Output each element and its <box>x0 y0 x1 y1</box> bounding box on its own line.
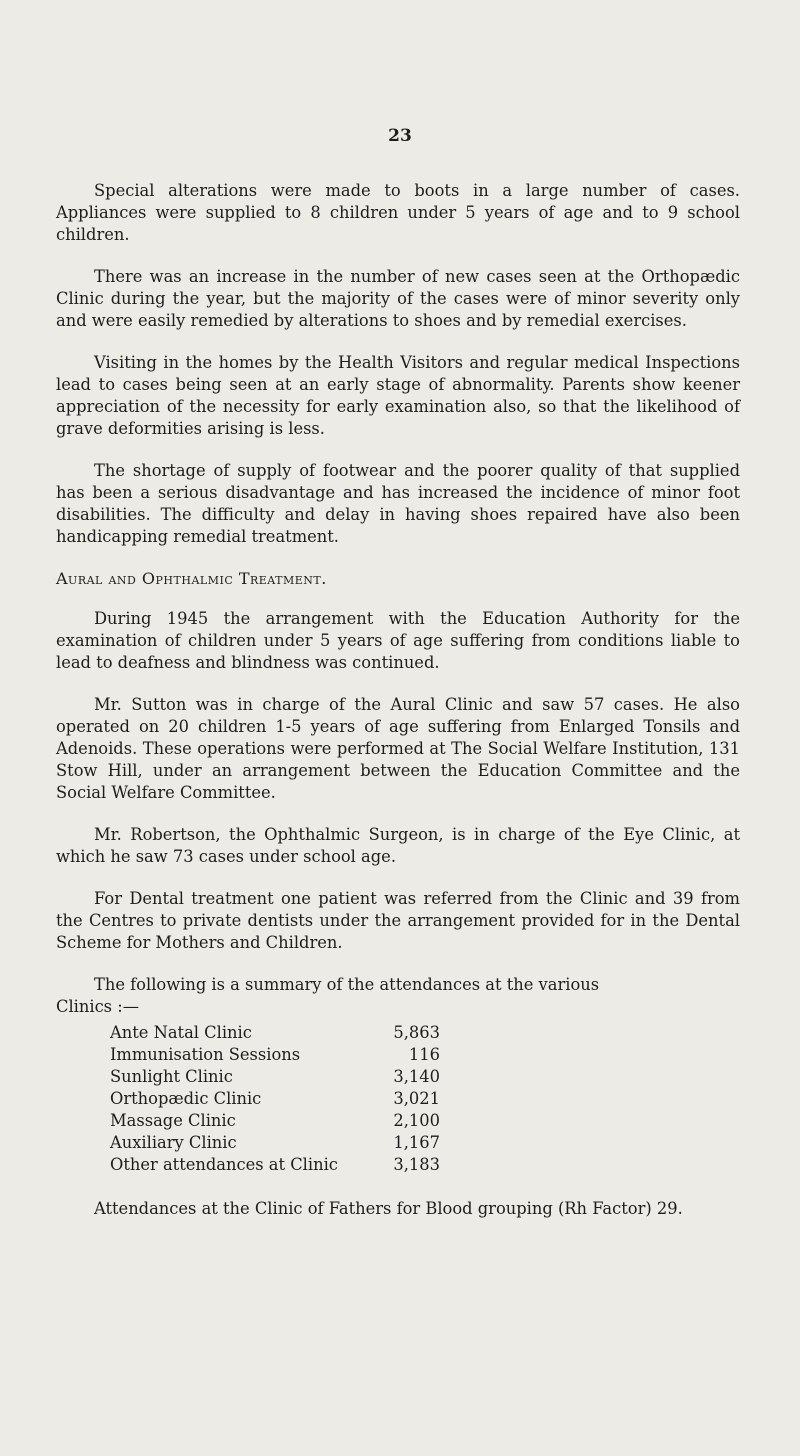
paragraph-summary-intro-end: Clinics :— <box>56 997 139 1016</box>
attendance-count: 3,021 <box>393 1089 440 1108</box>
table-row <box>110 1110 440 1132</box>
clinic-label: Massage Clinic <box>110 1111 236 1130</box>
attendance-count: 116 <box>408 1045 440 1064</box>
attendance-count: 5,863 <box>393 1023 440 1042</box>
attendance-count: 2,100 <box>393 1111 440 1130</box>
table-row <box>110 1044 440 1066</box>
clinic-label: Sunlight Clinic <box>110 1067 233 1086</box>
paragraph-blood-grouping: Attendances at the Clinic of Fathers for Blood grouping (Rh Factor) 29. <box>94 1199 683 1218</box>
table-row <box>110 1132 440 1154</box>
attendance-count: 3,183 <box>393 1155 440 1174</box>
attendance-count: 1,167 <box>393 1133 440 1152</box>
paragraph-dental-treatment: For Dental treatment one patient was referred from the Clinic and 39 from the Centres to private dentists under the arrangement provided for in the Dental Scheme for Mothers and Children. <box>56 889 740 952</box>
paragraph-boot-alterations: Special alterations were made to boots in a large number of cases. Appliances were supplied to 8 children under 5 years of age and to 9 school children. <box>56 181 740 244</box>
paragraph-eye-clinic: Mr. Robertson, the Ophthalmic Surgeon, is in charge of the Eye Clinic, at which he saw 73 cases under school age. <box>56 825 740 866</box>
paragraph-aural-clinic: Mr. Sutton was in charge of the Aural Clinic and saw 57 cases. He also operated on 20 children 1-5 years of age suffering from Enlarged Tonsils and Adenoids. These operations were performed at The Social Welfare Institution, 131 Stow Hill, under an arrangement between the Education Committee and the Social Welfare Committee. <box>56 695 740 802</box>
table-row <box>110 1088 440 1110</box>
attendance-summary-table <box>110 1022 440 1176</box>
clinic-label: Immunisation Sessions <box>110 1045 301 1064</box>
paragraph-orthopaedic-cases: There was an increase in the number of new cases seen at the Orthopædic Clinic during the year, but the majority of the cases were of minor severity only and were easily remedied by alterations to shoes and by remedial exercises. <box>56 267 740 330</box>
paragraph-footwear-shortage: The shortage of supply of footwear and the poorer quality of that supplied has been a serious disadvantage and has increased the incidence of minor foot disabilities. The difficulty and delay in having shoes repaired have also been handicapping remedial treatment. <box>56 461 740 546</box>
clinic-label: Ante Natal Clinic <box>110 1023 252 1042</box>
page-body <box>56 180 740 1240</box>
clinic-label: Auxiliary Clinic <box>110 1133 237 1152</box>
clinic-label: Orthopædic Clinic <box>110 1089 262 1108</box>
paragraph-summary-intro: The following is a summary of the attendances at the various <box>94 975 600 994</box>
attendance-count: 3,140 <box>393 1067 440 1086</box>
clinic-label: Other attendances at Clinic <box>110 1155 338 1174</box>
page-number: 23 <box>388 126 412 146</box>
table-row <box>110 1066 440 1088</box>
section-heading-aural-ophthalmic: Aural and Ophthalmic Treatment. <box>56 569 327 588</box>
table-row <box>110 1022 440 1044</box>
paragraph-health-visitors: Visiting in the homes by the Health Visitors and regular medical Inspections lead to cases being seen at an early stage of abnormality. Parents show keener appreciation of the necessity for early examination also, so that the likelihood of grave deformities arising is less. <box>56 353 740 438</box>
table-row <box>110 1154 440 1176</box>
paragraph-education-arrangement: During 1945 the arrangement with the Education Authority for the examination of children under 5 years of age suffering from conditions liable to lead to deafness and blindness was continued. <box>56 609 740 672</box>
